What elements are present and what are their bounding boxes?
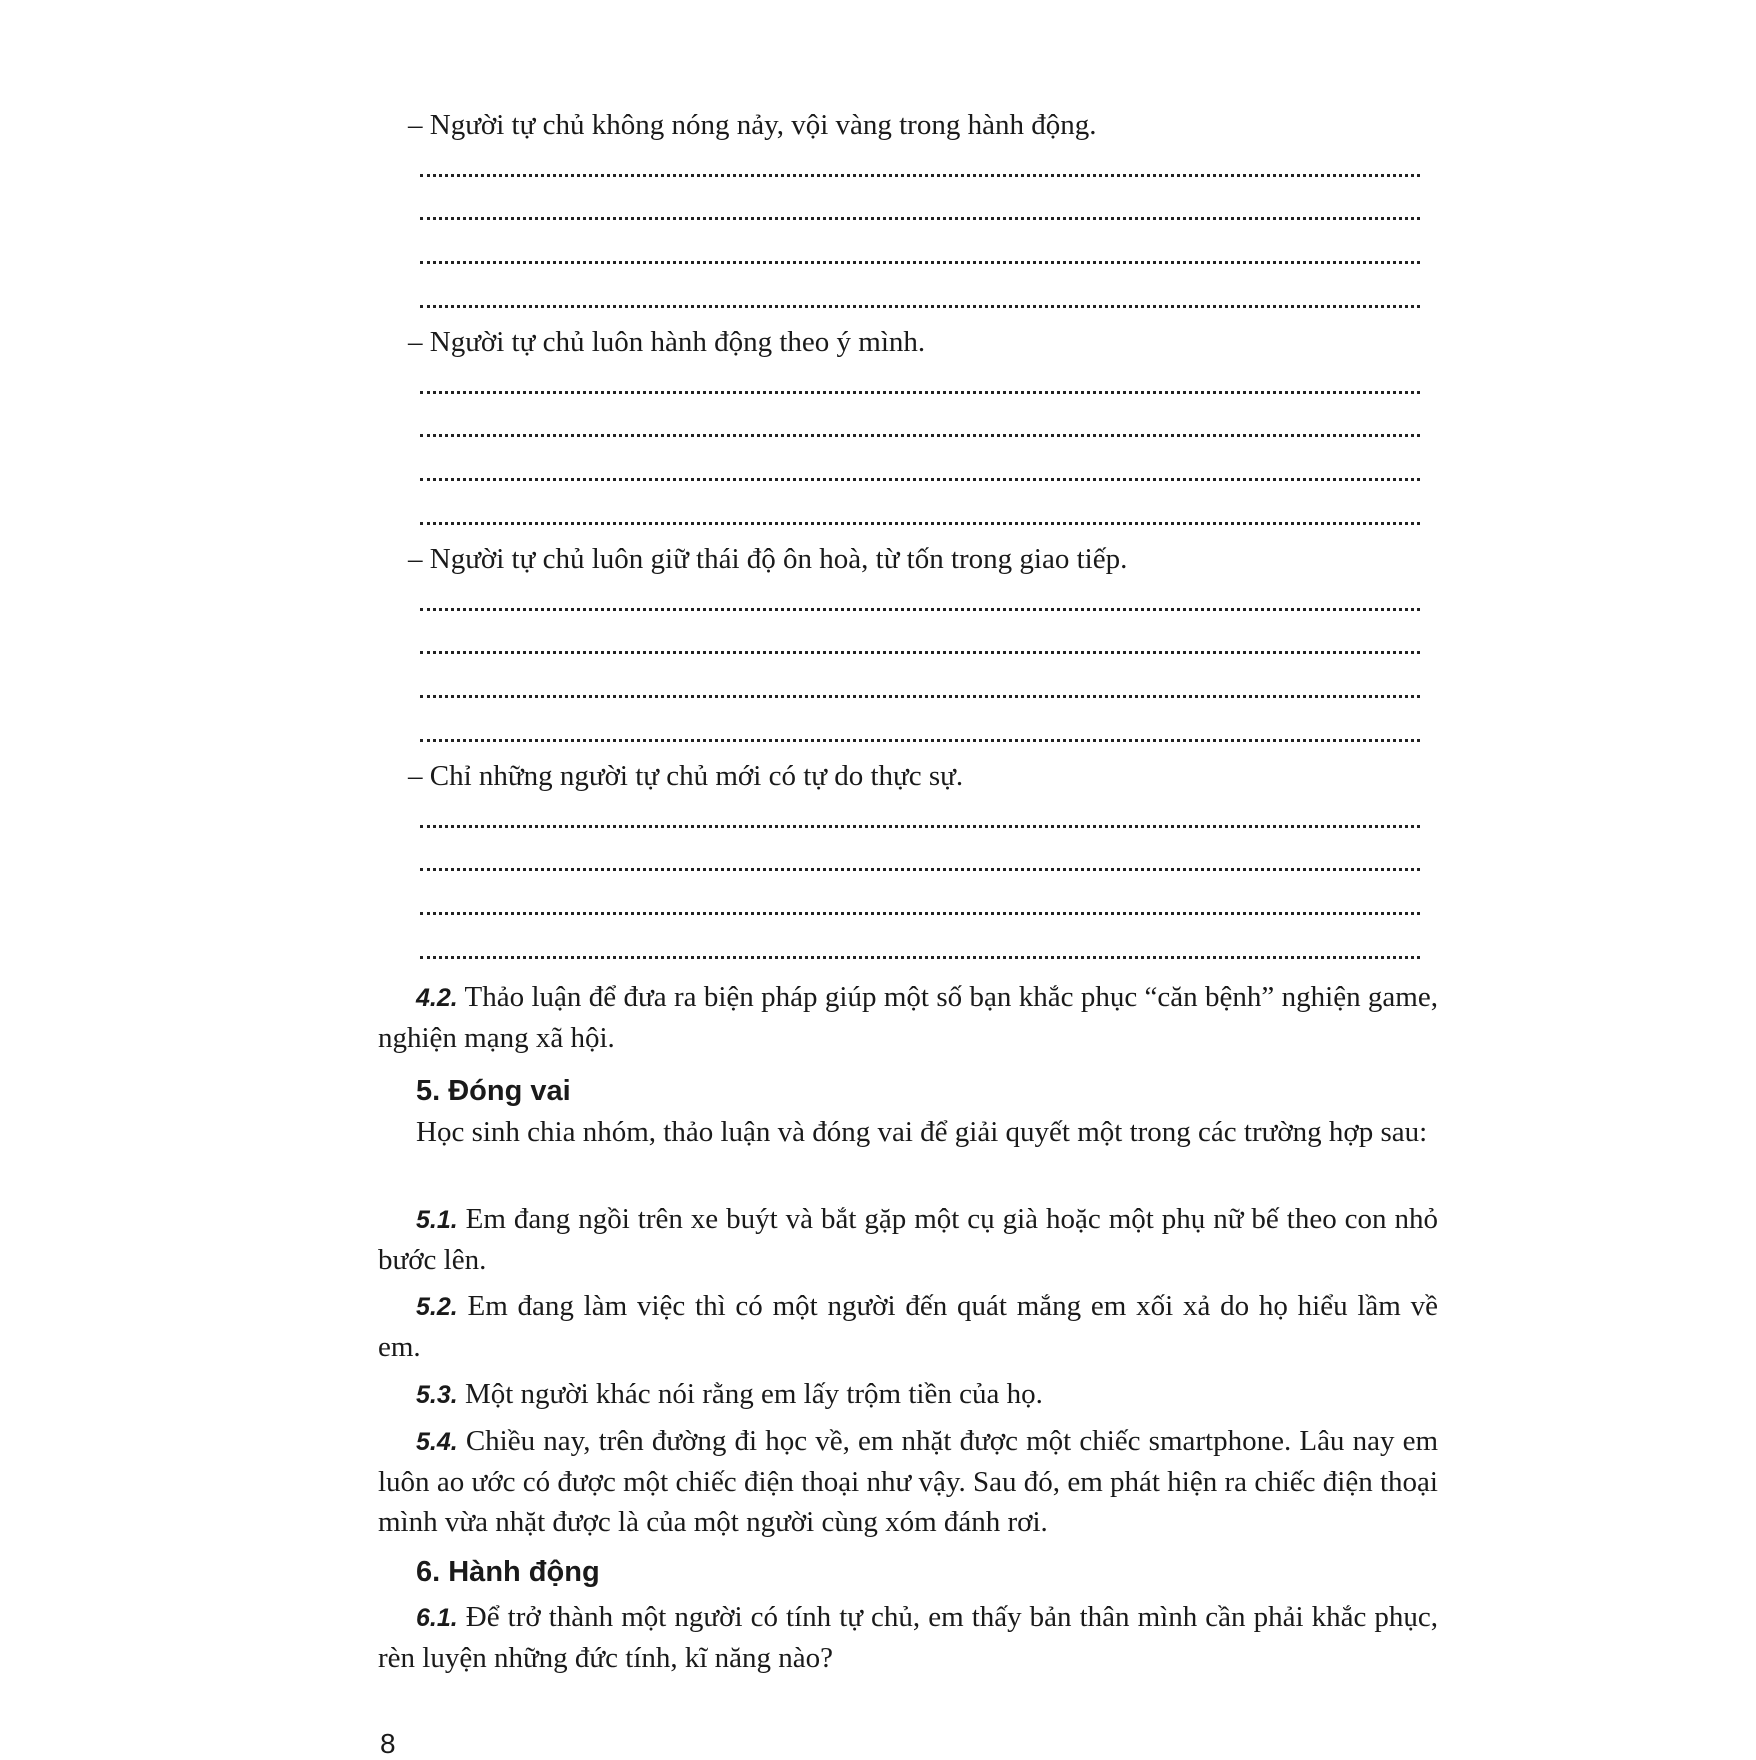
answer-line[interactable] bbox=[420, 651, 1420, 654]
item-5-4 bbox=[378, 1421, 1438, 1542]
page-number: 8 bbox=[380, 1728, 396, 1759]
answer-line[interactable] bbox=[420, 695, 1420, 698]
item-number: 6.1. bbox=[416, 1604, 458, 1632]
answer-line[interactable] bbox=[420, 391, 1420, 394]
item-number: 5.3. bbox=[416, 1381, 458, 1409]
answer-line[interactable] bbox=[420, 174, 1420, 177]
answer-line[interactable] bbox=[420, 739, 1420, 742]
item-text: Em đang làm việc thì có một người đến quát mắng em xối xả do họ hiểu lầm về em. bbox=[378, 1290, 1438, 1363]
item-number: 4.2. bbox=[416, 984, 458, 1012]
answer-line[interactable] bbox=[420, 261, 1420, 264]
answer-line[interactable] bbox=[420, 305, 1420, 308]
item-5-3 bbox=[378, 1374, 1438, 1415]
section-5-heading: 5. Đóng vai bbox=[416, 1075, 571, 1107]
statement-1: – Người tự chủ không nóng nảy, vội vàng trong hành động. bbox=[408, 109, 1097, 141]
statement-3: – Người tự chủ luôn giữ thái độ ôn hoà, từ tốn trong giao tiếp. bbox=[408, 543, 1128, 575]
item-text: Để trở thành một người có tính tự chủ, em thấy bản thân mình cần phải khắc phục, rèn luyện những đức tính, kĩ năng nào? bbox=[378, 1601, 1438, 1674]
item-text: Thảo luận để đưa ra biện pháp giúp một số bạn khắc phục “căn bệnh” nghiện game, nghiện mạng xã hội. bbox=[378, 981, 1438, 1054]
answer-line[interactable] bbox=[420, 478, 1420, 481]
item-number: 5.2. bbox=[416, 1293, 458, 1321]
item-6-1 bbox=[378, 1597, 1438, 1678]
item-text: Em đang ngồi trên xe buýt và bắt gặp một cụ già hoặc một phụ nữ bế theo con nhỏ bước lên. bbox=[378, 1203, 1438, 1276]
answer-line[interactable] bbox=[420, 912, 1420, 915]
statement-4: – Chỉ những người tự chủ mới có tự do thực sự. bbox=[408, 760, 964, 792]
item-5-2 bbox=[378, 1286, 1438, 1367]
item-number: 5.1. bbox=[416, 1206, 458, 1234]
answer-line[interactable] bbox=[420, 217, 1420, 220]
answer-line[interactable] bbox=[420, 868, 1420, 871]
answer-line[interactable] bbox=[420, 522, 1420, 525]
answer-line[interactable] bbox=[420, 956, 1420, 959]
section-6-heading: 6. Hành động bbox=[416, 1556, 600, 1588]
answer-line[interactable] bbox=[420, 825, 1420, 828]
statement-2: – Người tự chủ luôn hành động theo ý mình. bbox=[408, 326, 926, 358]
item-number: 5.4. bbox=[416, 1428, 458, 1456]
answer-line[interactable] bbox=[420, 434, 1420, 437]
item-text: Chiều nay, trên đường đi học về, em nhặt được một chiếc smartphone. Lâu nay em luôn ao ước có được một chiếc điện thoại như vậy. Sau đó, em phát hiện ra chiếc điện thoại mình vừa nhặt được là của một người cùng xóm đánh rơi. bbox=[378, 1425, 1438, 1538]
section-5-intro: Học sinh chia nhóm, thảo luận và đóng vai để giải quyết một trong các trường hợp sau: bbox=[416, 1116, 1428, 1148]
item-text: Một người khác nói rằng em lấy trộm tiền của họ. bbox=[464, 1378, 1043, 1410]
item-5-1 bbox=[378, 1199, 1438, 1280]
item-4-2 bbox=[378, 977, 1438, 1058]
answer-line[interactable] bbox=[420, 608, 1420, 611]
